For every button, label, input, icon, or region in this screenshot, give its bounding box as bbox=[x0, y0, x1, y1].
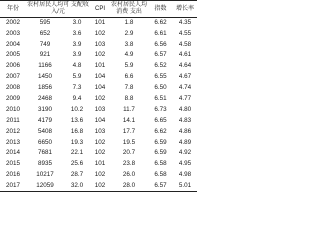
table-cell: 11.7 bbox=[123, 105, 135, 113]
table-cell: 102 bbox=[90, 181, 110, 192]
table-cell: 2017 bbox=[0, 181, 26, 192]
table-cell: 5.01 bbox=[173, 181, 197, 192]
table-cell: 1450 bbox=[37, 73, 52, 81]
table-cell: 2009 bbox=[5, 95, 20, 103]
table-cell: 2012 bbox=[5, 127, 20, 135]
table-row bbox=[0, 105, 197, 116]
table-cell: 921 bbox=[39, 51, 51, 59]
table-cell: 4179 bbox=[37, 116, 52, 124]
table-cell: 9.4 bbox=[72, 95, 82, 103]
table-cell: 2004 bbox=[5, 40, 20, 48]
table-row bbox=[0, 148, 197, 159]
table-cell: 6.62 bbox=[154, 19, 167, 27]
table-cell: 2006 bbox=[5, 62, 20, 70]
table-cell: 3190 bbox=[37, 105, 52, 113]
table-cell: 3.6 bbox=[72, 29, 82, 37]
table-cell: 2011 bbox=[6, 116, 20, 124]
table-cell: 6.58 bbox=[154, 160, 167, 168]
table-cell: 6.62 bbox=[154, 127, 167, 135]
table-cell: 2.9 bbox=[124, 29, 134, 37]
table-cell: 4.67 bbox=[178, 73, 192, 81]
table-cell: 4.86 bbox=[178, 127, 192, 135]
table-row bbox=[0, 137, 197, 148]
table-cell: 6.52 bbox=[154, 62, 167, 70]
table-cell: 6.55 bbox=[154, 73, 167, 81]
table-cell: 104 bbox=[94, 73, 106, 81]
data-table bbox=[0, 0, 197, 192]
table-cell: 8935 bbox=[37, 160, 52, 168]
table-cell: 3.8 bbox=[124, 40, 134, 48]
table-cell: 6.51 bbox=[154, 95, 167, 103]
table-cell: 1856 bbox=[37, 84, 52, 92]
table-cell: 595 bbox=[39, 19, 51, 27]
table-row bbox=[0, 170, 197, 181]
table-cell: 4.35 bbox=[178, 19, 192, 27]
table-cell: 4.92 bbox=[178, 149, 192, 157]
table-cell: 6650 bbox=[37, 138, 52, 146]
table-header-row bbox=[0, 1, 197, 18]
table-cell: 17.7 bbox=[122, 127, 136, 135]
table-cell: 26.0 bbox=[122, 171, 136, 179]
table-body bbox=[0, 18, 197, 192]
table-cell: 1.8 bbox=[124, 19, 134, 27]
table-row bbox=[0, 181, 197, 192]
table-row bbox=[0, 116, 197, 127]
table-cell: 101 bbox=[94, 160, 106, 168]
table-cell: 14.1 bbox=[122, 116, 136, 124]
table-cell: 102 bbox=[94, 171, 106, 179]
table-cell: 749 bbox=[39, 40, 51, 48]
table-cell: 10217 bbox=[36, 171, 54, 179]
table-cell: 3.0 bbox=[72, 19, 82, 27]
table-cell: 102 bbox=[94, 51, 106, 59]
table-cell: 6.56 bbox=[154, 40, 167, 48]
header-growth: 增长率 bbox=[173, 1, 197, 18]
table-cell: 6.6 bbox=[124, 73, 134, 81]
table-cell: 4.77 bbox=[178, 95, 192, 103]
table-cell: 3.9 bbox=[72, 40, 82, 48]
table-cell: 4.95 bbox=[178, 160, 192, 168]
table-cell: 28.7 bbox=[70, 171, 84, 179]
table-cell: 22.1 bbox=[70, 149, 84, 157]
table-cell: 2005 bbox=[5, 51, 20, 59]
table-row bbox=[0, 126, 197, 137]
table-cell: 652 bbox=[39, 29, 51, 37]
header-consumption: 农村居民人均消费 支出 bbox=[110, 1, 148, 18]
header-income: 农村居民人均可 支配收入/元 bbox=[26, 1, 90, 18]
table-cell: 6.57 bbox=[148, 181, 173, 192]
header-index: 指数 bbox=[148, 1, 173, 18]
table-cell: 20.7 bbox=[122, 149, 136, 157]
table-cell: 102 bbox=[94, 149, 106, 157]
table-row bbox=[0, 39, 197, 50]
table-cell: 103 bbox=[94, 127, 106, 135]
table-cell: 6.61 bbox=[154, 29, 167, 37]
table-cell: 12059 bbox=[26, 181, 64, 192]
header-year: 年份 bbox=[0, 1, 26, 18]
table-row bbox=[0, 159, 197, 170]
table-cell: 4.9 bbox=[124, 51, 134, 59]
table-cell: 2016 bbox=[5, 171, 20, 179]
table-row bbox=[0, 72, 197, 83]
table-cell: 2008 bbox=[5, 84, 20, 92]
table-cell: 4.74 bbox=[178, 84, 192, 92]
table-cell: 7.8 bbox=[124, 84, 134, 92]
table-cell: 2010 bbox=[5, 105, 20, 113]
table-cell: 101 bbox=[94, 62, 106, 70]
table-cell: 16.8 bbox=[70, 127, 84, 135]
table-cell: 4.55 bbox=[178, 29, 192, 37]
table-cell: 102 bbox=[94, 138, 106, 146]
table-cell: 102 bbox=[94, 95, 106, 103]
table-row bbox=[0, 18, 197, 29]
table-cell: 2014 bbox=[5, 149, 20, 157]
table-cell: 13.6 bbox=[70, 116, 84, 124]
table-cell: 6.57 bbox=[154, 51, 167, 59]
table-cell: 7681 bbox=[37, 149, 52, 157]
table-row bbox=[0, 50, 197, 61]
table-cell: 103 bbox=[94, 105, 106, 113]
table-cell: 6.58 bbox=[154, 171, 167, 179]
table-cell: 4.98 bbox=[178, 171, 192, 179]
table-cell: 4.89 bbox=[178, 138, 192, 146]
table-cell: 4.58 bbox=[178, 40, 192, 48]
table-cell: 102 bbox=[94, 29, 106, 37]
table-cell: 5.9 bbox=[72, 73, 82, 81]
table-cell: 25.6 bbox=[70, 160, 84, 168]
table-cell: 2468 bbox=[37, 95, 52, 103]
table-row bbox=[0, 28, 197, 39]
table-cell: 6.65 bbox=[154, 116, 167, 124]
table-cell: 7.3 bbox=[72, 84, 82, 92]
table-cell: 19.5 bbox=[122, 138, 136, 146]
table-cell: 4.64 bbox=[178, 62, 192, 70]
table-cell: 2002 bbox=[5, 19, 20, 27]
table-cell: 6.59 bbox=[154, 138, 167, 146]
table-cell: 3.9 bbox=[72, 51, 82, 59]
table-cell: 19.3 bbox=[70, 138, 84, 146]
header-cpi: CPI bbox=[90, 1, 110, 18]
table-cell: 5408 bbox=[37, 127, 52, 135]
table-cell: 2015 bbox=[5, 160, 20, 168]
table-cell: 101 bbox=[94, 19, 106, 27]
table-cell: 23.8 bbox=[122, 160, 136, 168]
table-cell: 6.73 bbox=[154, 105, 167, 113]
table-cell: 4.8 bbox=[72, 62, 82, 70]
table-row bbox=[0, 83, 197, 94]
table-row bbox=[0, 61, 197, 72]
table-cell: 4.80 bbox=[178, 105, 192, 113]
table-cell: 4.61 bbox=[178, 51, 192, 59]
table-cell: 6.59 bbox=[154, 149, 167, 157]
table-cell: 2007 bbox=[5, 73, 20, 81]
table-cell: 104 bbox=[94, 116, 106, 124]
table-cell: 8.8 bbox=[124, 95, 134, 103]
table-row bbox=[0, 94, 197, 105]
table-cell: 103 bbox=[94, 40, 106, 48]
table-cell: 10.2 bbox=[70, 105, 84, 113]
table-cell: 5.9 bbox=[124, 62, 134, 70]
data-table-container bbox=[0, 0, 197, 189]
table-cell: 2003 bbox=[5, 29, 20, 37]
table-cell: 28.0 bbox=[110, 181, 148, 192]
table-cell: 104 bbox=[94, 84, 106, 92]
table-cell: 32.0 bbox=[64, 181, 90, 192]
table-cell: 4.83 bbox=[178, 116, 192, 124]
table-cell: 2013 bbox=[5, 138, 20, 146]
table-cell: 1166 bbox=[38, 62, 52, 70]
table-cell: 6.50 bbox=[154, 84, 167, 92]
